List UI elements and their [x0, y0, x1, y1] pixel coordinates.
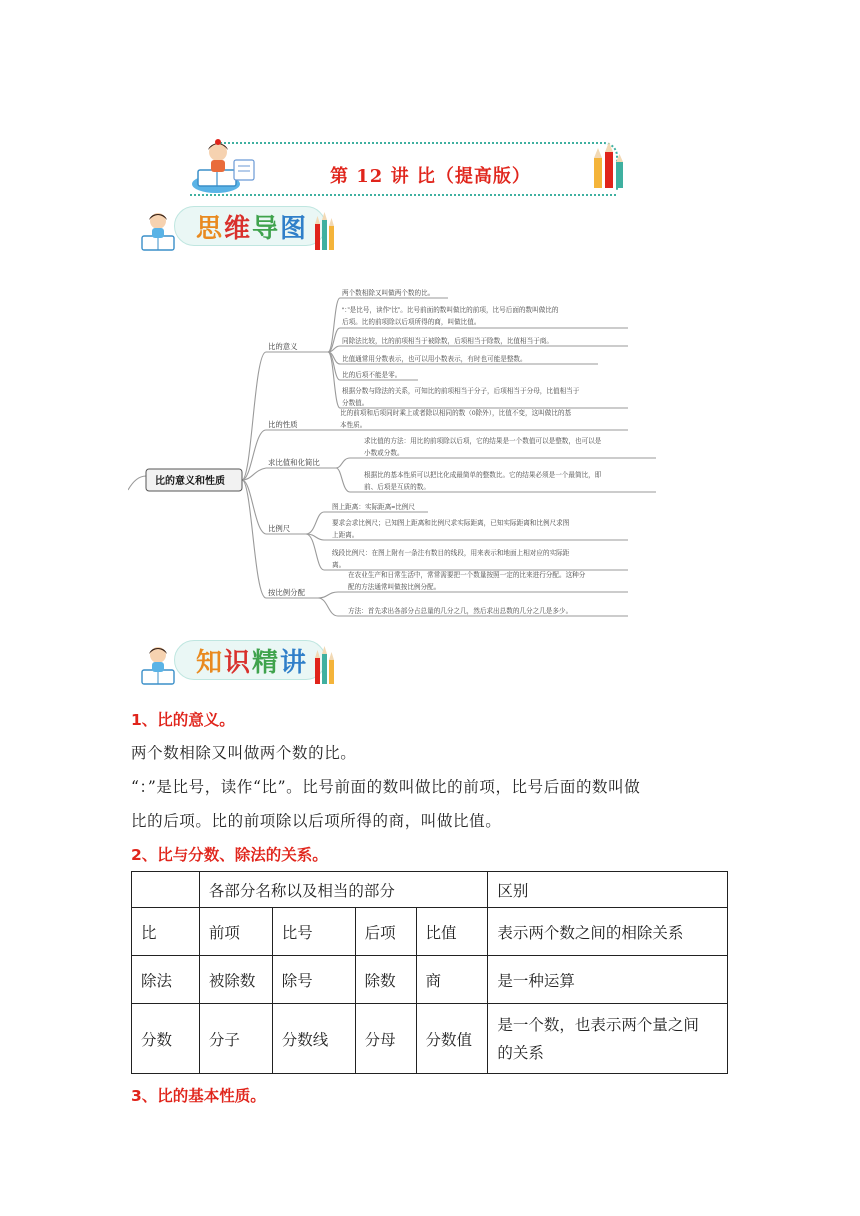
table-cell: 前项 — [199, 908, 272, 956]
mind-map-connectors — [128, 298, 656, 616]
table-cell: 除法 — [132, 956, 200, 1004]
table-header-row — [132, 872, 728, 908]
table-cell: 商 — [416, 956, 488, 1004]
leaf-text: 根据分数与除法的关系，可知比的前项相当于分子，后项相当于分母，比值相当于 — [342, 388, 580, 395]
leaf-text: 后项。比的前项除以后项所得的商，叫做比值。 — [342, 319, 481, 326]
leaf-text: 比的前项和后项同时乘上或者除以相同的数（0除外），比值不变，这叫做比的基 — [340, 410, 572, 417]
leaf-text: 图上距离：实际距离=比例尺 — [332, 504, 415, 511]
leaf-text: 前、后项是互质的数。 — [364, 484, 430, 491]
section-header-knowledge — [136, 640, 336, 688]
table-cell: 除号 — [272, 956, 355, 1004]
leaf-text: 求比值的方法：用比的前项除以后项，它的结果是一个数值可以是整数，也可以是 — [364, 438, 602, 445]
section-header-mindmap — [136, 206, 336, 254]
table-cell: 比号 — [272, 908, 355, 956]
leaf-text: 根据比的基本性质可以把比化成最简单的整数比。它的结果必须是一个最简比，即 — [364, 472, 602, 479]
table-cell: 是一种运算 — [488, 956, 728, 1004]
leaf-text: “：”是比号，读作“比”。比号前面的数叫做比的前项，比号后面的数叫做比的 — [342, 307, 559, 314]
table-cell: 分数线 — [272, 1004, 355, 1074]
leaf-text: 分数值。 — [342, 400, 369, 407]
table-row — [132, 956, 728, 1004]
section-title-mindmap — [196, 208, 308, 245]
table-cell: 比值 — [416, 908, 488, 956]
paragraph-2-line-2: 比的后项。比的前项除以后项所得的商，叫做比值。 — [131, 812, 502, 830]
leaf-text: 比值通常用分数表示，也可以用小数表示，有时也可能是整数。 — [342, 356, 527, 363]
leaf-text: 配的方法通常叫做按比例分配。 — [348, 584, 441, 591]
table-cell: 后项 — [355, 908, 416, 956]
table-cell: 除数 — [355, 956, 416, 1004]
table-cell: 表示两个数之间的相除关系 — [488, 908, 728, 956]
branch-property: 比的性质 — [268, 420, 298, 429]
heading-1: 1、比的意义。 — [131, 711, 235, 729]
branch-meaning: 比的意义 — [268, 342, 298, 351]
mind-map-root: 比的意义和性质 — [155, 476, 225, 487]
diff-line-1: 是一个数，也表示两个量之间 — [497, 1015, 699, 1034]
table-cell: 分数 — [132, 1004, 200, 1074]
section-title-knowledge — [196, 642, 308, 679]
leaf-text: 在农业生产和日常生活中，常常需要把一个数量按照一定的比来进行分配。这种分 — [348, 572, 586, 579]
pencils-icon — [312, 212, 336, 252]
table-header-diff: 区别 — [488, 872, 728, 908]
table-cell: 被除数 — [199, 956, 272, 1004]
table-cell-diff — [488, 1004, 728, 1074]
branch-simplify: 求比值和化简比 — [268, 458, 320, 467]
leaf-text: 离。 — [332, 562, 346, 569]
table-cell: 比 — [132, 908, 200, 956]
leaf-text: 同除法比较，比的前项相当于被除数，后项相当于除数，比值相当于商。 — [342, 338, 553, 345]
heading-2: 2、比与分数、除法的关系。 — [131, 846, 328, 864]
heading-3: 3、比的基本性质。 — [131, 1087, 266, 1105]
leaf-text: 两个数相除又叫做两个数的比。 — [342, 290, 435, 297]
reading-girl-icon — [136, 210, 182, 254]
reading-girl-icon — [190, 138, 260, 196]
table-header-parts: 各部分名称以及相当的部分 — [199, 872, 488, 908]
page-title: 第 12 讲 比（提高版） — [330, 166, 531, 187]
leaf-text: 小数或分数。 — [364, 450, 404, 457]
table-cell: 分母 — [355, 1004, 416, 1074]
pencils-icon — [588, 142, 628, 192]
leaf-text: 比的后项不能是零。 — [342, 372, 402, 379]
leaf-text: 线段比例尺：在图上附有一条注有数目的线段，用来表示和地面上相对应的实际距 — [332, 550, 570, 557]
mindmap-label-text: 思维导图 — [196, 214, 309, 244]
leaf-text: 方法：首先求出各部分占总量的几分之几，然后求出总数的几分之几是多少。 — [348, 608, 573, 615]
mind-map — [128, 280, 658, 620]
pencils-icon — [312, 646, 336, 686]
table-row — [132, 1004, 728, 1074]
title-banner — [190, 138, 622, 194]
paragraph-1: 两个数相除又叫做两个数的比。 — [131, 744, 357, 762]
table-cell — [132, 872, 200, 908]
leaf-text: 上距离。 — [332, 532, 359, 539]
diff-line-2: 的关系 — [497, 1043, 544, 1062]
comparison-table — [131, 871, 728, 1074]
leaf-text: 本性质。 — [340, 422, 367, 429]
reading-girl-icon — [136, 644, 182, 688]
paragraph-2-line-1: “：”是比号，读作“比”。比号前面的数叫做比的前项，比号后面的数叫做 — [131, 778, 641, 796]
branch-distribution: 按比例分配 — [268, 588, 305, 597]
table-row — [132, 908, 728, 956]
branch-scale: 比例尺 — [268, 524, 291, 533]
knowledge-label-text: 知识精讲 — [196, 648, 309, 678]
table-cell: 分子 — [199, 1004, 272, 1074]
table-cell: 分数值 — [416, 1004, 488, 1074]
leaf-text: 要求会求比例尺；已知图上距离和比例尺求实际距离，已知实际距离和比例尺求图 — [332, 520, 570, 527]
